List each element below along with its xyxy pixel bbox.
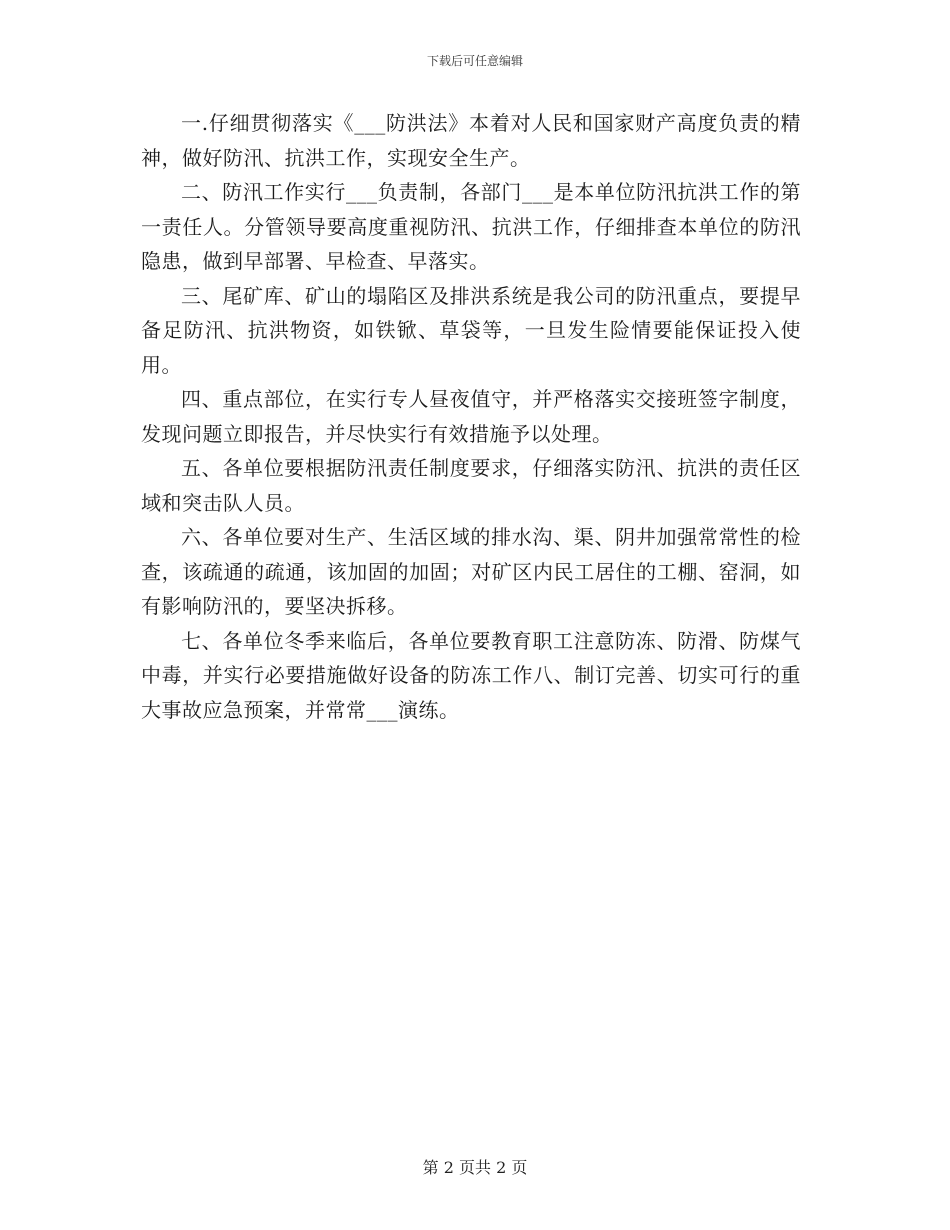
paragraph-3: 三、尾矿库、矿山的塌陷区及排洪系统是我公司的防汛重点，要提早备足防汛、抗洪物资，如铁锨、草袋等，一旦发生险情要能保证投入使用。 — [141, 283, 801, 377]
paragraph-7: 七、各单位冬季来临后，各单位要教育职工注意防冻、防滑、防煤气中毒，并实行必要措施做好设备的防冻工作八、制订完善、切实可行的重大事故应急预案，并常常___演练。 — [141, 628, 801, 722]
page-header: 下载后可任意编辑 — [426, 54, 523, 68]
paragraph-1: 一.仔细贯彻落实《___防洪法》本着对人民和国家财产高度负责的精神，做好防汛、抗洪工作，实现安全生产。 — [141, 111, 801, 170]
paragraph-5: 五、各单位要根据防汛责任制度要求，仔细落实防汛、抗洪的责任区域和突击队人员。 — [141, 456, 801, 515]
document-body — [141, 106, 801, 727]
paragraph-6: 六、各单位要对生产、生活区域的排水沟、渠、阴井加强常常性的检查，该疏通的疏通，该加固的加固；对矿区内民工居住的工棚、窑洞，如有影响防汛的，要坚决拆移。 — [141, 525, 801, 618]
paragraph-4: 四、重点部位，在实行专人昼夜值守，并严格落实交接班签字制度，发现问题立即报告，并尽快实行有效措施予以处理。 — [141, 387, 801, 446]
paragraph-2: 二、防汛工作实行___负责制，各部门___是本单位防汛抗洪工作的第一责任人。分管领导要高度重视防汛、抗洪工作，仔细排查本单位的防汛隐患，做到早部署、早检查、早落实。 — [141, 180, 801, 273]
page-number-footer: 第 2 页共 2 页 — [422, 1158, 528, 1177]
